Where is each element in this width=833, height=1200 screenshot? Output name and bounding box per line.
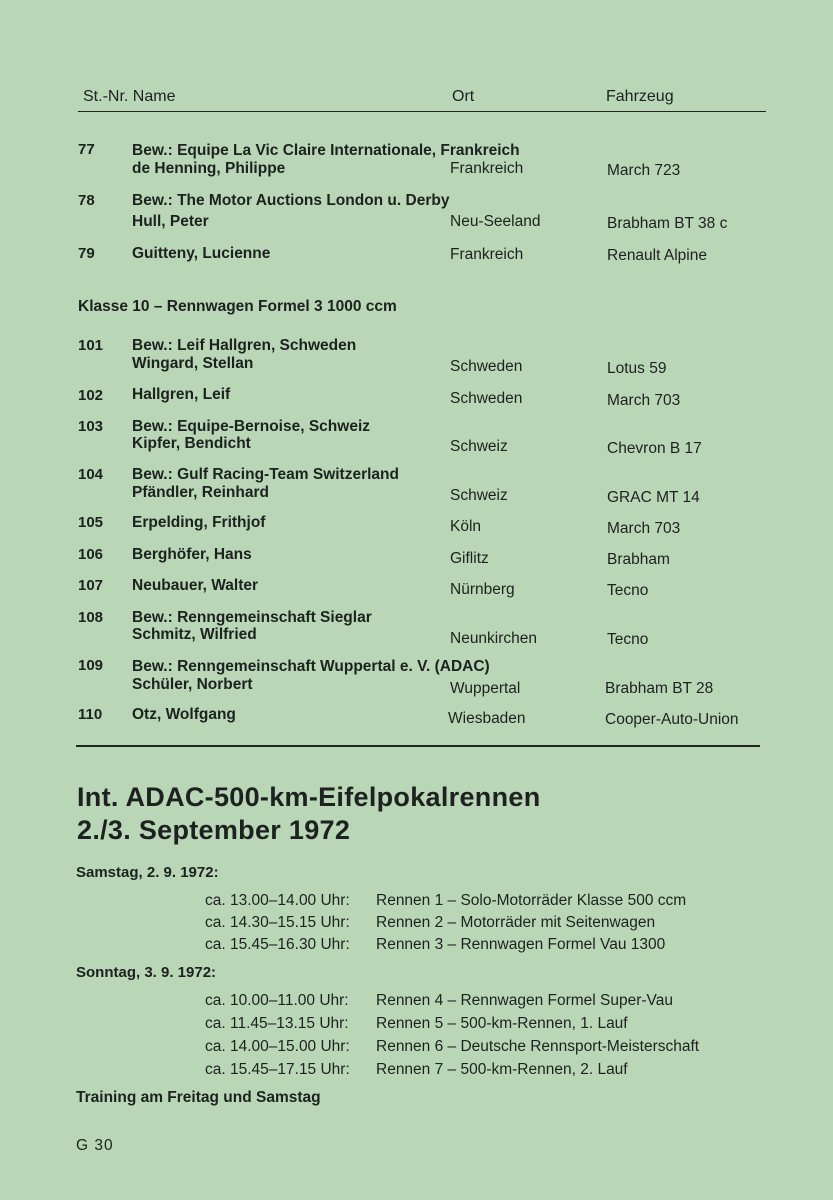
entry-ort: Frankreich xyxy=(450,246,524,263)
entry-ort: Giflitz xyxy=(450,550,489,567)
entry-driver: Hull, Peter xyxy=(132,213,209,230)
event-title: Int. ADAC-500-km-Eifelpokalrennen xyxy=(77,782,541,812)
entry-fahrzeug: GRAC MT 14 xyxy=(607,489,700,506)
entry-number: 79 xyxy=(78,245,95,262)
entry-fahrzeug: Tecno xyxy=(607,582,649,599)
entry-driver: Guitteny, Lucienne xyxy=(132,245,271,262)
entry-ort: Wiesbaden xyxy=(448,710,526,727)
schedule-time: ca. 14.30–15.15 Uhr: xyxy=(205,914,350,931)
entry-driver: Schüler, Norbert xyxy=(132,676,253,693)
class-heading: Klasse 10 – Rennwagen Formel 3 1000 ccm xyxy=(78,298,397,315)
entry-fahrzeug: Renault Alpine xyxy=(607,247,707,264)
entry-number: 109 xyxy=(78,657,104,674)
header-rule xyxy=(78,111,766,112)
entry-ort: Frankreich xyxy=(450,160,524,177)
schedule-race: Rennen 7 – 500-km-Rennen, 2. Lauf xyxy=(376,1061,628,1078)
entry-number: 106 xyxy=(78,546,104,563)
entry-driver: Pfändler, Reinhard xyxy=(132,484,269,501)
entry-driver: Otz, Wolfgang xyxy=(132,706,236,723)
entry-ort: Schweden xyxy=(450,390,523,407)
schedule-time: ca. 11.45–13.15 Uhr: xyxy=(205,1015,349,1032)
entry-bewerber: Bew.: Equipe-Bernoise, Schweiz xyxy=(132,418,371,435)
entry-number: 108 xyxy=(78,609,104,626)
entry-number: 77 xyxy=(78,141,95,158)
schedule-race: Rennen 6 – Deutsche Rennsport-Meisterschaft xyxy=(376,1038,700,1055)
schedule-time: ca. 15.45–17.15 Uhr: xyxy=(205,1061,350,1078)
schedule-race: Rennen 4 – Rennwagen Formel Super-Vau xyxy=(376,992,673,1009)
entry-ort: Schweden xyxy=(450,358,523,375)
entry-driver: Neubauer, Walter xyxy=(132,577,259,594)
entry-fahrzeug: Tecno xyxy=(607,631,649,648)
section-divider xyxy=(76,745,760,747)
entry-ort: Schweiz xyxy=(450,438,508,455)
event-date: 2./3. September 1972 xyxy=(77,815,351,845)
entry-bewerber: Bew.: Renngemeinschaft Sieglar xyxy=(132,609,372,626)
entry-ort: Neu-Seeland xyxy=(450,213,541,230)
schedule-time: ca. 10.00–11.00 Uhr: xyxy=(205,992,349,1009)
entry-fahrzeug: March 703 xyxy=(607,392,681,409)
entry-ort: Schweiz xyxy=(450,487,508,504)
entry-bewerber: Bew.: The Motor Auctions London u. Derby xyxy=(132,192,450,209)
day-heading: Samstag, 2. 9. 1972: xyxy=(76,864,219,881)
entry-bewerber: Bew.: Leif Hallgren, Schweden xyxy=(132,337,357,354)
entry-driver: Berghöfer, Hans xyxy=(132,546,252,563)
entry-number: 101 xyxy=(78,337,104,354)
entry-bewerber: Bew.: Equipe La Vic Claire Internationale, Frankreich xyxy=(132,142,520,159)
page-number: G 30 xyxy=(76,1137,114,1154)
day-heading: Sonntag, 3. 9. 1972: xyxy=(76,964,217,981)
entry-driver: de Henning, Philippe xyxy=(132,160,286,177)
entry-fahrzeug: Cooper-Auto-Union xyxy=(605,711,739,728)
entry-number: 107 xyxy=(78,577,104,594)
entry-number: 103 xyxy=(78,418,104,435)
header-fahrzeug: Fahrzeug xyxy=(606,88,674,105)
schedule-time: ca. 15.45–16.30 Uhr: xyxy=(205,936,350,953)
entry-number: 102 xyxy=(78,387,104,404)
entry-fahrzeug: Lotus 59 xyxy=(607,360,667,377)
entry-number: 78 xyxy=(78,192,95,209)
entry-bewerber: Bew.: Renngemeinschaft Wuppertal e. V. (ADAC) xyxy=(132,658,490,675)
entry-number: 110 xyxy=(78,706,103,723)
entry-ort: Wuppertal xyxy=(450,680,521,697)
entry-driver: Schmitz, Wilfried xyxy=(132,626,257,643)
schedule-race: Rennen 5 – 500-km-Rennen, 1. Lauf xyxy=(376,1015,628,1032)
entry-fahrzeug: March 703 xyxy=(607,520,681,537)
entry-ort: Köln xyxy=(450,518,482,535)
entry-driver: Kipfer, Bendicht xyxy=(132,435,251,452)
entry-number: 105 xyxy=(78,514,104,531)
schedule-race: Rennen 3 – Rennwagen Formel Vau 1300 xyxy=(376,936,666,953)
entry-fahrzeug: Brabham xyxy=(607,551,670,568)
training-note: Training am Freitag und Samstag xyxy=(76,1089,321,1106)
entry-fahrzeug: Brabham BT 28 xyxy=(605,680,714,697)
entry-number: 104 xyxy=(78,466,104,483)
entry-bewerber: Bew.: Gulf Racing-Team Switzerland xyxy=(132,466,399,483)
entry-fahrzeug: March 723 xyxy=(607,162,681,179)
schedule-race: Rennen 2 – Motorräder mit Seitenwagen xyxy=(376,914,656,931)
entry-fahrzeug: Chevron B 17 xyxy=(607,440,702,457)
entry-fahrzeug: Brabham BT 38 c xyxy=(607,215,728,232)
entry-ort: Neunkirchen xyxy=(450,630,538,647)
entry-driver: Wingard, Stellan xyxy=(132,355,254,372)
schedule-race: Rennen 1 – Solo-Motorräder Klasse 500 ccm xyxy=(376,892,687,909)
entry-ort: Nürnberg xyxy=(450,581,515,598)
header-ort: Ort xyxy=(452,88,475,105)
schedule-time: ca. 13.00–14.00 Uhr: xyxy=(205,892,350,909)
header-stnr-name: St.-Nr. Name xyxy=(83,88,176,105)
entry-driver: Hallgren, Leif xyxy=(132,386,231,403)
schedule-time: ca. 14.00–15.00 Uhr: xyxy=(205,1038,350,1055)
entry-driver: Erpelding, Frithjof xyxy=(132,514,266,531)
